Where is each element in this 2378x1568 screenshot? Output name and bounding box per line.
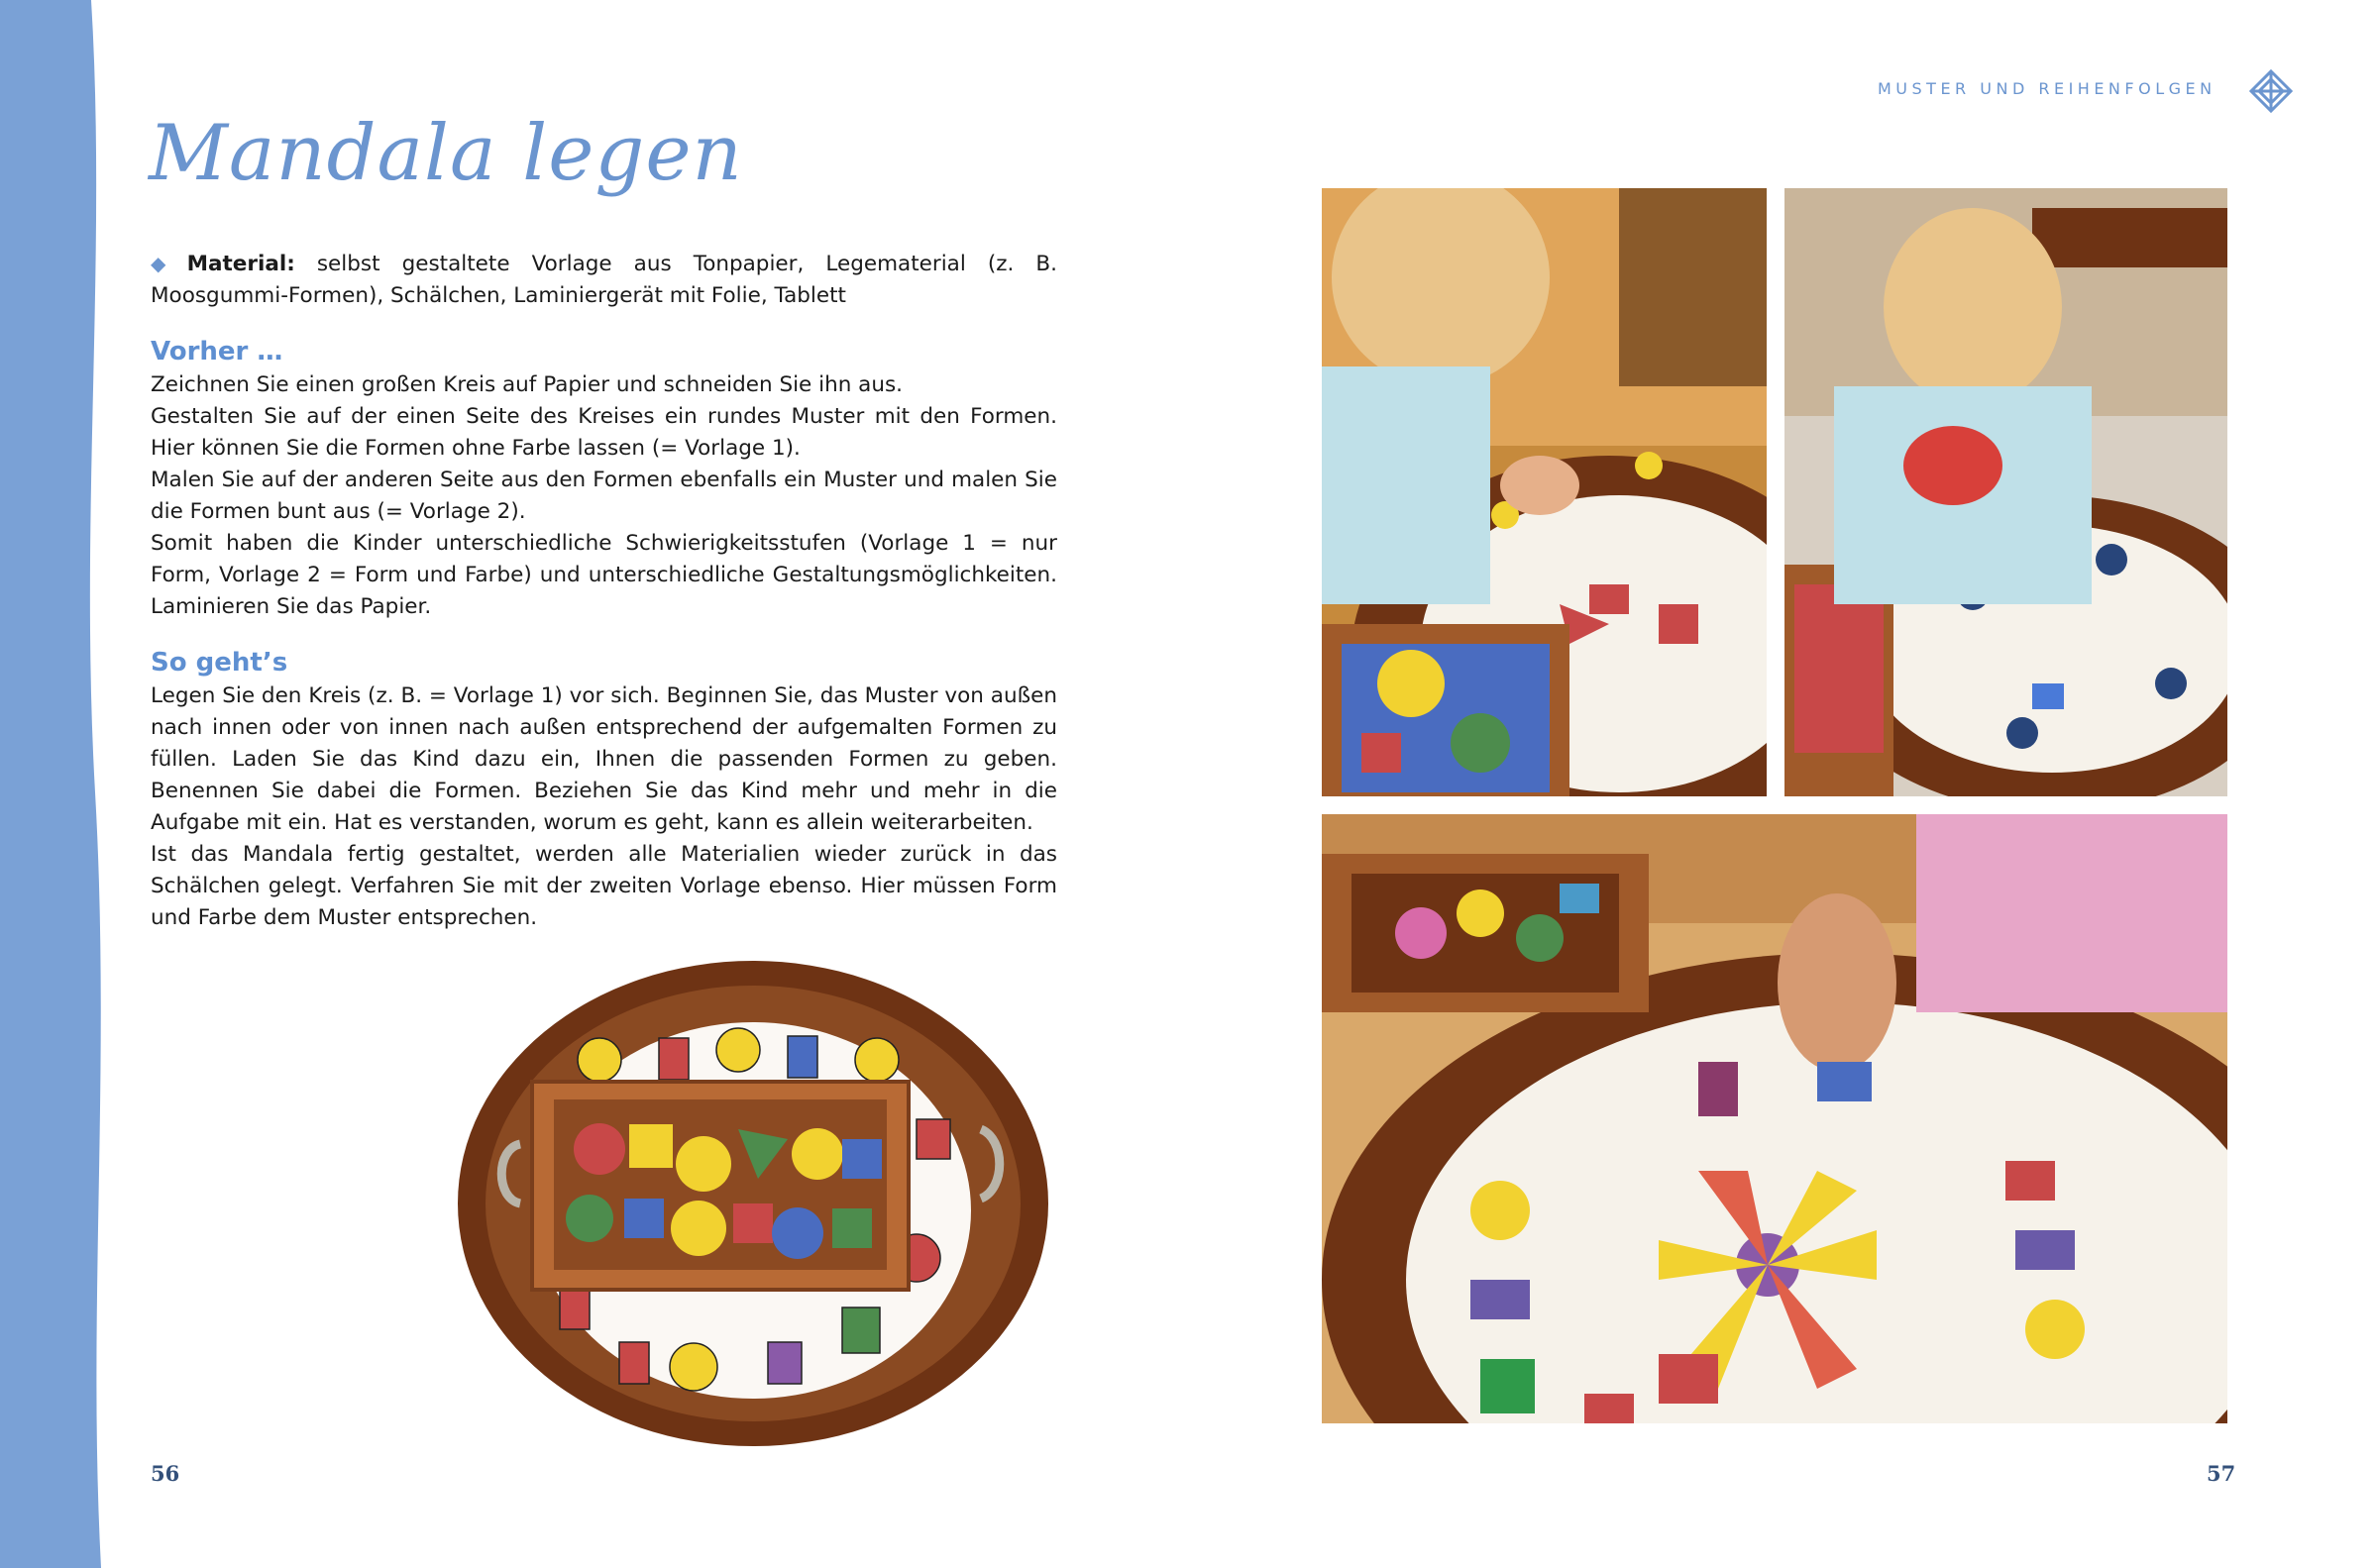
vorher-heading: Vorher … <box>151 337 283 366</box>
photo-child-top-right <box>1784 188 2227 796</box>
photo-mandala-closeup <box>1322 814 2227 1423</box>
material-text: selbst gestaltete Vorlage aus Tonpapier, Legematerial (z. B. Moosgummi-Formen), Schälchen, Laminiergerät mit Folie, Tablett <box>151 252 1057 308</box>
mandala-tray-photo <box>451 951 1060 1451</box>
vorher-paragraph: Somit haben die Kinder unterschiedliche Schwierigkeitsstufen (Vorlage 1 = nur Form, Vorlage 2 = Form und Farbe) und unterschiedliche Gestaltungsmöglichkeiten. Laminieren Sie das Papier. <box>151 531 1057 619</box>
material-label: Material: <box>186 252 295 276</box>
vorher-paragraph: Gestalten Sie auf der einen Seite des Kreises ein rundes Muster mit den Formen. Hier können Sie die Formen ohne Farbe lassen (= Vorlage 1). <box>151 404 1057 461</box>
sogehts-paragraph: Legen Sie den Kreis (z. B. = Vorlage 1) vor sich. Beginnen Sie, das Muster von außen nach innen oder von innen nach außen entsprechend der aufgemalten Formen zu füllen. Laden Sie das Kind dazu ein, Ihnen die passenden Formen zu geben. Benennen Sie dabei die Formen. Beziehen Sie das Kind mehr und mehr in die Aufgabe mit ein. Hat es verstanden, worum es geht, kann es allein weiterarbeiten. <box>151 683 1057 835</box>
photo-child-top-left <box>1322 188 1767 796</box>
page-number-right: 57 <box>2207 1461 2236 1486</box>
material-line <box>151 248 1057 312</box>
blue-edge-stripe <box>0 0 129 1568</box>
sogehts-heading: So geht’s <box>151 648 288 678</box>
diamond-bullet-icon: ◆ <box>151 252 181 275</box>
running-head: MUSTER UND REIHENFOLGEN <box>1878 79 2216 98</box>
body-text <box>151 248 1057 934</box>
page-number-left: 56 <box>151 1461 180 1486</box>
sogehts-paragraph: Ist das Mandala fertig gestaltet, werden alle Materialien wieder zurück in das Schälchen gelegt. Verfahren Sie mit der zweiten Vorlage ebenso. Hier müssen Form und Farbe dem Muster entsprechen. <box>151 842 1057 930</box>
left-page <box>149 0 1060 1568</box>
page-title: Mandala legen <box>149 109 743 198</box>
pattern-logo-icon <box>2249 69 2293 113</box>
vorher-paragraph: Zeichnen Sie einen großen Kreis auf Papier und schneiden Sie ihn aus. <box>151 372 904 397</box>
vorher-paragraph: Malen Sie auf der anderen Seite aus den Formen ebenfalls ein Muster und malen Sie die Formen bunt aus (= Vorlage 2). <box>151 468 1057 524</box>
